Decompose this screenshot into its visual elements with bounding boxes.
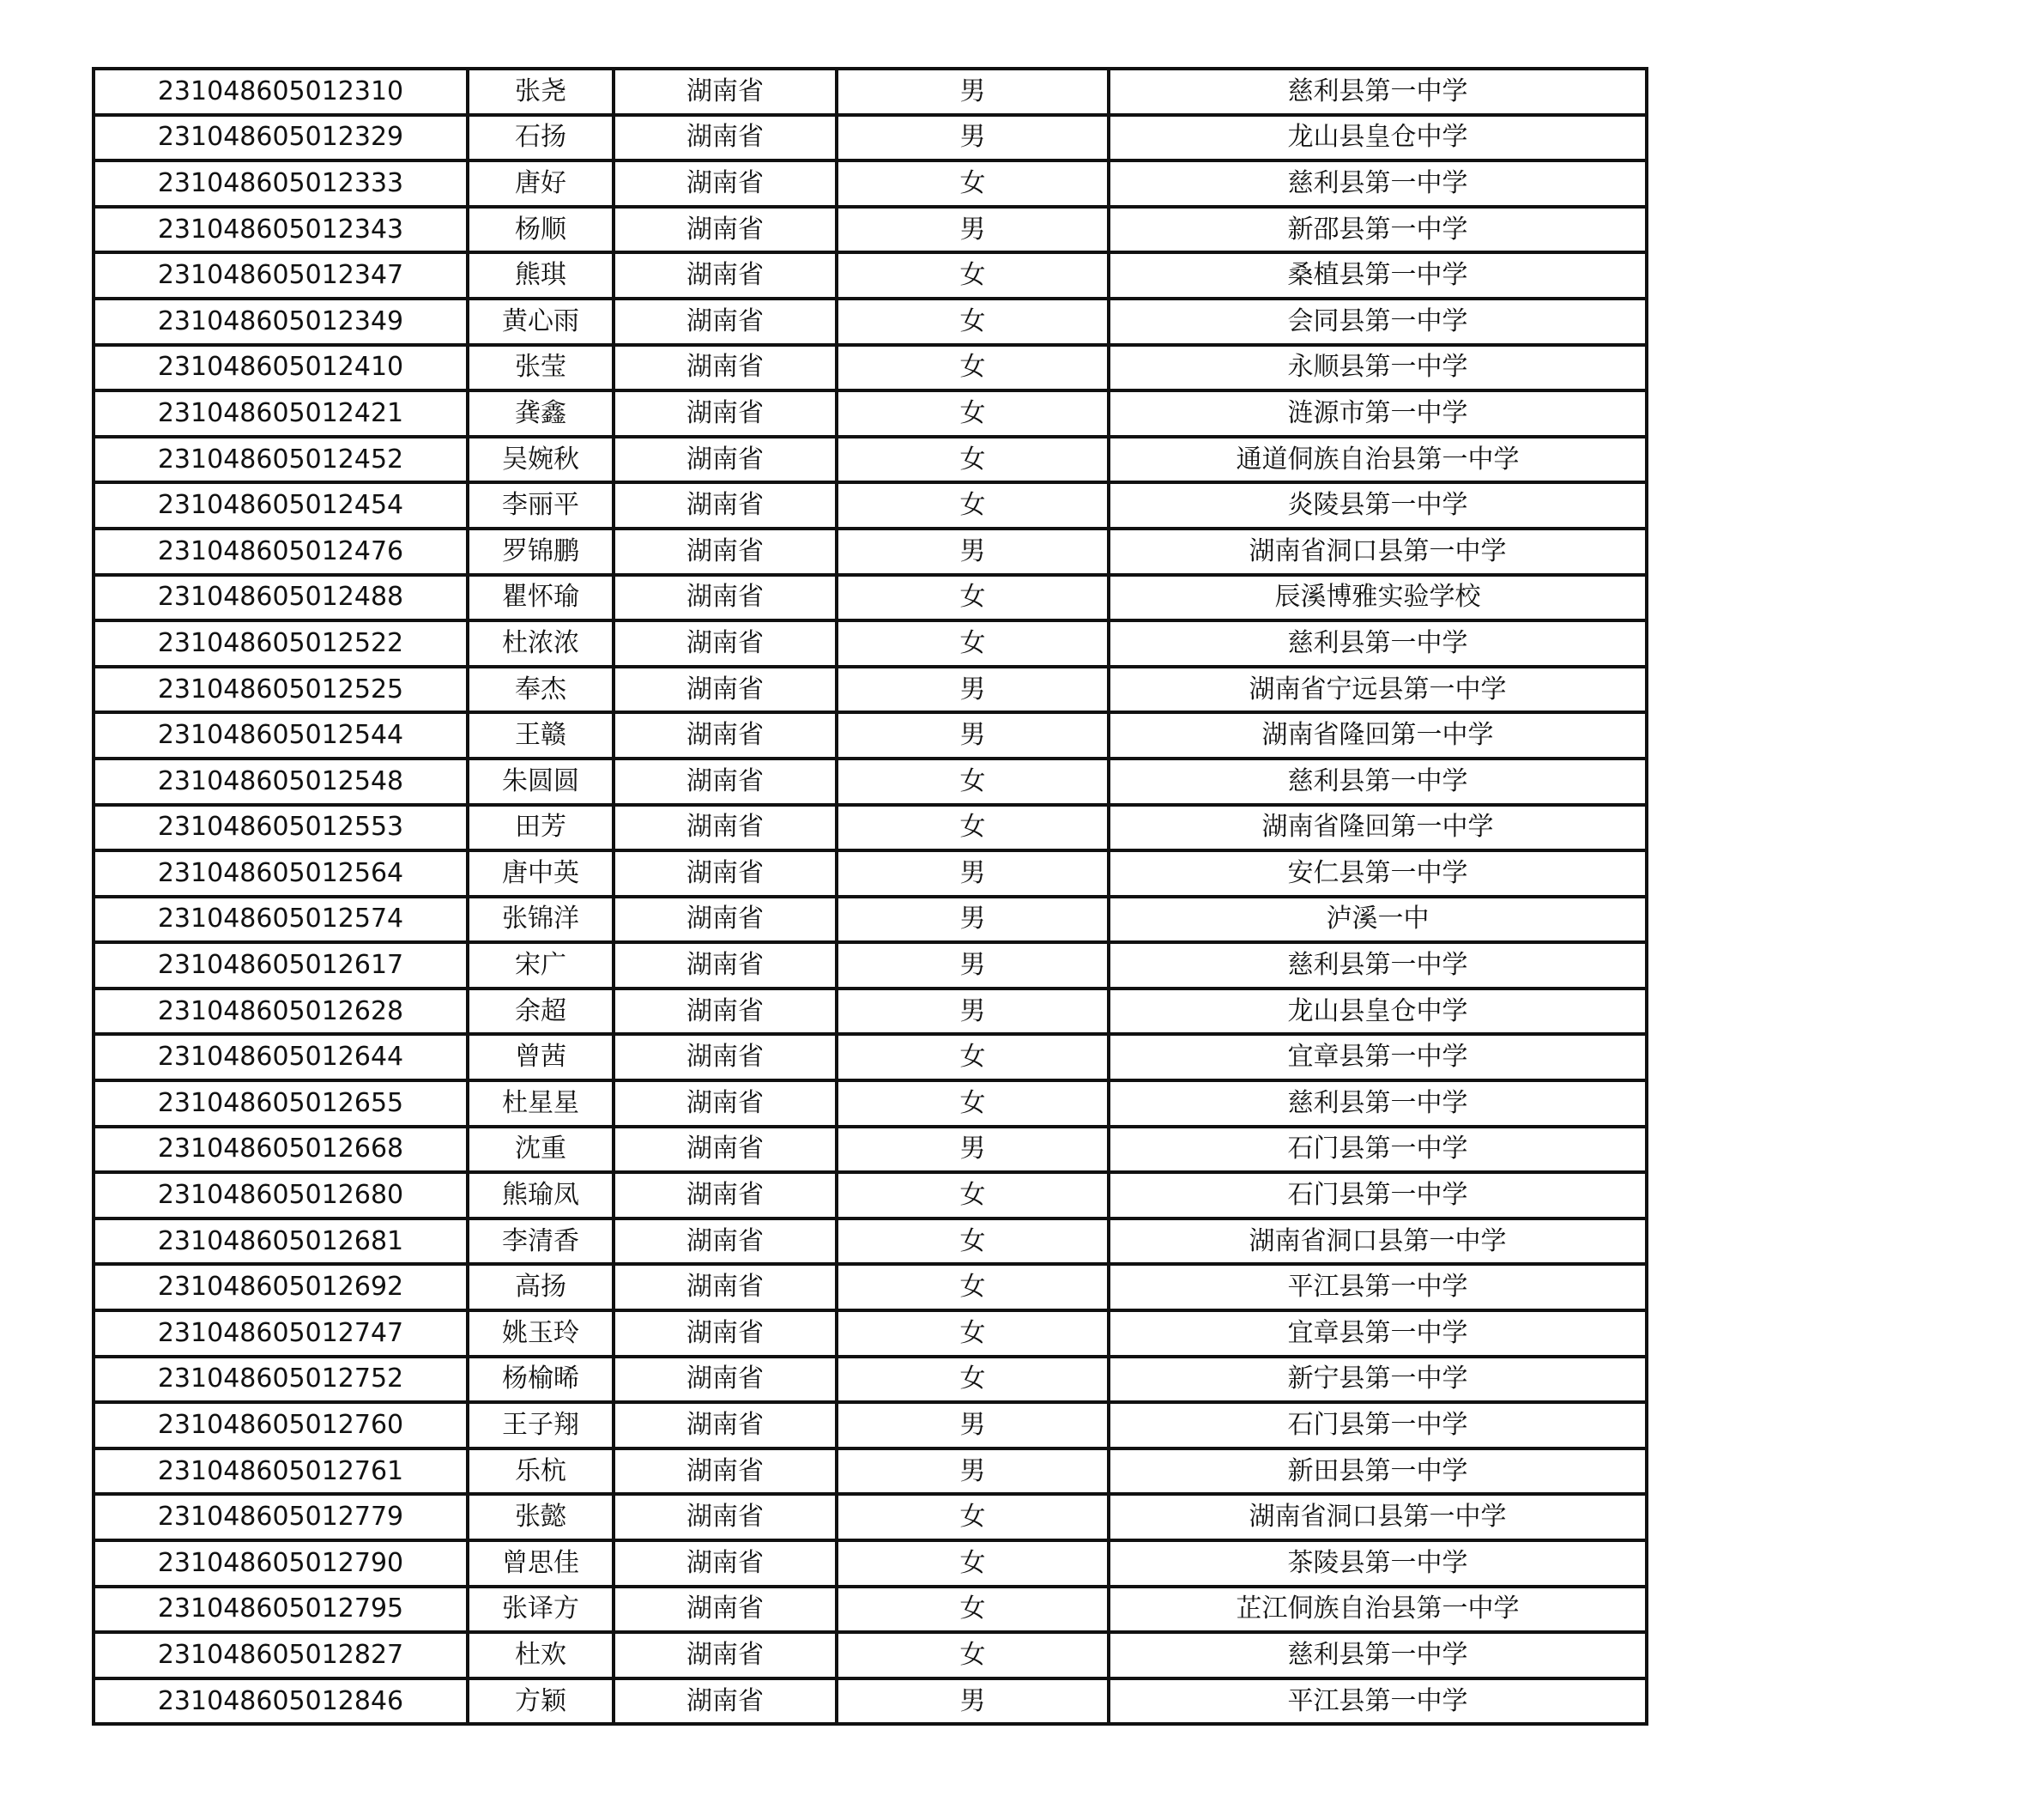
- school-cell: 泸溪一中: [1109, 897, 1647, 943]
- name-cell: 杜浓浓: [468, 620, 614, 667]
- school-cell: 新邵县第一中学: [1109, 207, 1647, 253]
- name-cell: 唐中英: [468, 850, 614, 897]
- id-cell: 231048605012827: [94, 1632, 468, 1678]
- province-cell: 湖南省: [614, 1632, 837, 1678]
- gender-cell: 女: [837, 620, 1109, 667]
- name-cell: 瞿怀瑜: [468, 575, 614, 621]
- school-cell: 炎陵县第一中学: [1109, 482, 1647, 529]
- school-cell: 湖南省洞口县第一中学: [1109, 529, 1647, 575]
- student-roster-table: [92, 67, 1648, 1726]
- name-cell: 石扬: [468, 115, 614, 161]
- gender-cell: 男: [837, 1402, 1109, 1448]
- school-cell: 慈利县第一中学: [1109, 160, 1647, 207]
- name-cell: 李丽平: [468, 482, 614, 529]
- gender-cell: 男: [837, 1448, 1109, 1495]
- province-cell: 湖南省: [614, 1448, 837, 1495]
- school-cell: 永顺县第一中学: [1109, 345, 1647, 391]
- table-row: [94, 575, 1647, 621]
- school-cell: 安仁县第一中学: [1109, 850, 1647, 897]
- province-cell: 湖南省: [614, 1218, 837, 1265]
- table-row: [94, 207, 1647, 253]
- school-cell: 湖南省隆回第一中学: [1109, 805, 1647, 851]
- id-cell: 231048605012655: [94, 1080, 468, 1127]
- province-cell: 湖南省: [614, 897, 837, 943]
- table-row: [94, 620, 1647, 667]
- school-cell: 辰溪博雅实验学校: [1109, 575, 1647, 621]
- table-row: [94, 1632, 1647, 1678]
- table-row: [94, 390, 1647, 437]
- gender-cell: 男: [837, 529, 1109, 575]
- province-cell: 湖南省: [614, 1587, 837, 1633]
- table-row: [94, 1034, 1647, 1080]
- name-cell: 张尧: [468, 69, 614, 115]
- name-cell: 奉杰: [468, 667, 614, 713]
- gender-cell: 女: [837, 1264, 1109, 1310]
- name-cell: 杨顺: [468, 207, 614, 253]
- table-row: [94, 1127, 1647, 1173]
- table-row: [94, 1357, 1647, 1403]
- id-cell: 231048605012476: [94, 529, 468, 575]
- name-cell: 吴婉秋: [468, 437, 614, 483]
- gender-cell: 女: [837, 1034, 1109, 1080]
- school-cell: 新宁县第一中学: [1109, 1357, 1647, 1403]
- province-cell: 湖南省: [614, 667, 837, 713]
- name-cell: 李清香: [468, 1218, 614, 1265]
- province-cell: 湖南省: [614, 345, 837, 391]
- gender-cell: 男: [837, 115, 1109, 161]
- gender-cell: 女: [837, 1218, 1109, 1265]
- province-cell: 湖南省: [614, 1357, 837, 1403]
- name-cell: 黄心雨: [468, 299, 614, 345]
- id-cell: 231048605012421: [94, 390, 468, 437]
- name-cell: 田芳: [468, 805, 614, 851]
- table-row: [94, 299, 1647, 345]
- name-cell: 王子翔: [468, 1402, 614, 1448]
- school-cell: 桑植县第一中学: [1109, 252, 1647, 299]
- province-cell: 湖南省: [614, 160, 837, 207]
- gender-cell: 女: [837, 437, 1109, 483]
- name-cell: 乐杭: [468, 1448, 614, 1495]
- province-cell: 湖南省: [614, 1172, 837, 1218]
- id-cell: 231048605012454: [94, 482, 468, 529]
- table-row: [94, 1448, 1647, 1495]
- gender-cell: 女: [837, 759, 1109, 805]
- id-cell: 231048605012574: [94, 897, 468, 943]
- school-cell: 湖南省隆回第一中学: [1109, 712, 1647, 759]
- gender-cell: 女: [837, 1080, 1109, 1127]
- id-cell: 231048605012347: [94, 252, 468, 299]
- id-cell: 231048605012410: [94, 345, 468, 391]
- gender-cell: 女: [837, 299, 1109, 345]
- province-cell: 湖南省: [614, 390, 837, 437]
- school-cell: 湖南省宁远县第一中学: [1109, 667, 1647, 713]
- table-row: [94, 850, 1647, 897]
- gender-cell: 男: [837, 1127, 1109, 1173]
- name-cell: 龚鑫: [468, 390, 614, 437]
- gender-cell: 男: [837, 207, 1109, 253]
- province-cell: 湖南省: [614, 575, 837, 621]
- name-cell: 张译方: [468, 1587, 614, 1633]
- province-cell: 湖南省: [614, 299, 837, 345]
- school-cell: 茶陵县第一中学: [1109, 1540, 1647, 1587]
- id-cell: 231048605012488: [94, 575, 468, 621]
- id-cell: 231048605012846: [94, 1678, 468, 1725]
- gender-cell: 男: [837, 69, 1109, 115]
- province-cell: 湖南省: [614, 1494, 837, 1540]
- gender-cell: 女: [837, 1357, 1109, 1403]
- province-cell: 湖南省: [614, 1402, 837, 1448]
- table-row: [94, 1218, 1647, 1265]
- table-row: [94, 160, 1647, 207]
- table-row: [94, 345, 1647, 391]
- table-row: [94, 1494, 1647, 1540]
- gender-cell: 女: [837, 805, 1109, 851]
- name-cell: 曾茜: [468, 1034, 614, 1080]
- school-cell: 会同县第一中学: [1109, 299, 1647, 345]
- gender-cell: 女: [837, 390, 1109, 437]
- table-row: [94, 482, 1647, 529]
- province-cell: 湖南省: [614, 252, 837, 299]
- name-cell: 杨榆晞: [468, 1357, 614, 1403]
- province-cell: 湖南省: [614, 1080, 837, 1127]
- id-cell: 231048605012790: [94, 1540, 468, 1587]
- gender-cell: 女: [837, 1172, 1109, 1218]
- school-cell: 慈利县第一中学: [1109, 942, 1647, 989]
- school-cell: 涟源市第一中学: [1109, 390, 1647, 437]
- table-row: [94, 529, 1647, 575]
- province-cell: 湖南省: [614, 712, 837, 759]
- school-cell: 龙山县皇仓中学: [1109, 989, 1647, 1035]
- id-cell: 231048605012349: [94, 299, 468, 345]
- table-row: [94, 667, 1647, 713]
- school-cell: 湖南省洞口县第一中学: [1109, 1218, 1647, 1265]
- gender-cell: 男: [837, 942, 1109, 989]
- school-cell: 通道侗族自治县第一中学: [1109, 437, 1647, 483]
- school-cell: 慈利县第一中学: [1109, 69, 1647, 115]
- gender-cell: 男: [837, 1678, 1109, 1725]
- table-row: [94, 252, 1647, 299]
- gender-cell: 女: [837, 1494, 1109, 1540]
- gender-cell: 男: [837, 667, 1109, 713]
- id-cell: 231048605012628: [94, 989, 468, 1035]
- name-cell: 方颖: [468, 1678, 614, 1725]
- school-cell: 石门县第一中学: [1109, 1127, 1647, 1173]
- table-row: [94, 942, 1647, 989]
- name-cell: 高扬: [468, 1264, 614, 1310]
- name-cell: 唐好: [468, 160, 614, 207]
- name-cell: 朱圆圆: [468, 759, 614, 805]
- school-cell: 芷江侗族自治县第一中学: [1109, 1587, 1647, 1633]
- name-cell: 杜欢: [468, 1632, 614, 1678]
- province-cell: 湖南省: [614, 482, 837, 529]
- name-cell: 熊琪: [468, 252, 614, 299]
- province-cell: 湖南省: [614, 1127, 837, 1173]
- province-cell: 湖南省: [614, 850, 837, 897]
- school-cell: 龙山县皇仓中学: [1109, 115, 1647, 161]
- province-cell: 湖南省: [614, 989, 837, 1035]
- id-cell: 231048605012525: [94, 667, 468, 713]
- province-cell: 湖南省: [614, 1034, 837, 1080]
- name-cell: 熊瑜凤: [468, 1172, 614, 1218]
- id-cell: 231048605012617: [94, 942, 468, 989]
- school-cell: 慈利县第一中学: [1109, 759, 1647, 805]
- province-cell: 湖南省: [614, 1540, 837, 1587]
- id-cell: 231048605012680: [94, 1172, 468, 1218]
- table-row: [94, 805, 1647, 851]
- id-cell: 231048605012553: [94, 805, 468, 851]
- table-row: [94, 759, 1647, 805]
- gender-cell: 男: [837, 850, 1109, 897]
- province-cell: 湖南省: [614, 1678, 837, 1725]
- id-cell: 231048605012747: [94, 1310, 468, 1357]
- gender-cell: 女: [837, 482, 1109, 529]
- province-cell: 湖南省: [614, 1264, 837, 1310]
- gender-cell: 女: [837, 1310, 1109, 1357]
- province-cell: 湖南省: [614, 759, 837, 805]
- province-cell: 湖南省: [614, 620, 837, 667]
- province-cell: 湖南省: [614, 207, 837, 253]
- province-cell: 湖南省: [614, 1310, 837, 1357]
- id-cell: 231048605012522: [94, 620, 468, 667]
- table-row: [94, 1264, 1647, 1310]
- name-cell: 宋广: [468, 942, 614, 989]
- school-cell: 慈利县第一中学: [1109, 1080, 1647, 1127]
- id-cell: 231048605012668: [94, 1127, 468, 1173]
- id-cell: 231048605012779: [94, 1494, 468, 1540]
- gender-cell: 男: [837, 897, 1109, 943]
- id-cell: 231048605012681: [94, 1218, 468, 1265]
- id-cell: 231048605012343: [94, 207, 468, 253]
- id-cell: 231048605012452: [94, 437, 468, 483]
- id-cell: 231048605012692: [94, 1264, 468, 1310]
- id-cell: 231048605012760: [94, 1402, 468, 1448]
- name-cell: 张莹: [468, 345, 614, 391]
- gender-cell: 女: [837, 1632, 1109, 1678]
- gender-cell: 女: [837, 252, 1109, 299]
- name-cell: 曾思佳: [468, 1540, 614, 1587]
- name-cell: 姚玉玲: [468, 1310, 614, 1357]
- name-cell: 王赣: [468, 712, 614, 759]
- province-cell: 湖南省: [614, 115, 837, 161]
- id-cell: 231048605012329: [94, 115, 468, 161]
- province-cell: 湖南省: [614, 437, 837, 483]
- school-cell: 石门县第一中学: [1109, 1172, 1647, 1218]
- table-row: [94, 115, 1647, 161]
- gender-cell: 女: [837, 1540, 1109, 1587]
- school-cell: 新田县第一中学: [1109, 1448, 1647, 1495]
- province-cell: 湖南省: [614, 805, 837, 851]
- id-cell: 231048605012644: [94, 1034, 468, 1080]
- table-row: [94, 69, 1647, 115]
- id-cell: 231048605012564: [94, 850, 468, 897]
- id-cell: 231048605012333: [94, 160, 468, 207]
- school-cell: 宜章县第一中学: [1109, 1310, 1647, 1357]
- table-row: [94, 712, 1647, 759]
- id-cell: 231048605012544: [94, 712, 468, 759]
- school-cell: 宜章县第一中学: [1109, 1034, 1647, 1080]
- table-row: [94, 1587, 1647, 1633]
- school-cell: 平江县第一中学: [1109, 1264, 1647, 1310]
- table-row: [94, 989, 1647, 1035]
- table-row: [94, 1678, 1647, 1725]
- name-cell: 罗锦鹏: [468, 529, 614, 575]
- school-cell: 平江县第一中学: [1109, 1678, 1647, 1725]
- gender-cell: 女: [837, 160, 1109, 207]
- province-cell: 湖南省: [614, 69, 837, 115]
- school-cell: 慈利县第一中学: [1109, 620, 1647, 667]
- gender-cell: 女: [837, 575, 1109, 621]
- name-cell: 杜星星: [468, 1080, 614, 1127]
- province-cell: 湖南省: [614, 529, 837, 575]
- province-cell: 湖南省: [614, 942, 837, 989]
- table-row: [94, 437, 1647, 483]
- gender-cell: 男: [837, 712, 1109, 759]
- school-cell: 慈利县第一中学: [1109, 1632, 1647, 1678]
- table-row: [94, 1172, 1647, 1218]
- table-row: [94, 1080, 1647, 1127]
- id-cell: 231048605012310: [94, 69, 468, 115]
- id-cell: 231048605012795: [94, 1587, 468, 1633]
- school-cell: 湖南省洞口县第一中学: [1109, 1494, 1647, 1540]
- name-cell: 张锦洋: [468, 897, 614, 943]
- table-row: [94, 1540, 1647, 1587]
- name-cell: 余超: [468, 989, 614, 1035]
- gender-cell: 男: [837, 989, 1109, 1035]
- table-row: [94, 1310, 1647, 1357]
- id-cell: 231048605012761: [94, 1448, 468, 1495]
- id-cell: 231048605012548: [94, 759, 468, 805]
- id-cell: 231048605012752: [94, 1357, 468, 1403]
- table-row: [94, 897, 1647, 943]
- gender-cell: 女: [837, 345, 1109, 391]
- school-cell: 石门县第一中学: [1109, 1402, 1647, 1448]
- table-row: [94, 1402, 1647, 1448]
- gender-cell: 女: [837, 1587, 1109, 1633]
- name-cell: 沈重: [468, 1127, 614, 1173]
- roster-table-body: [94, 69, 1647, 1724]
- name-cell: 张懿: [468, 1494, 614, 1540]
